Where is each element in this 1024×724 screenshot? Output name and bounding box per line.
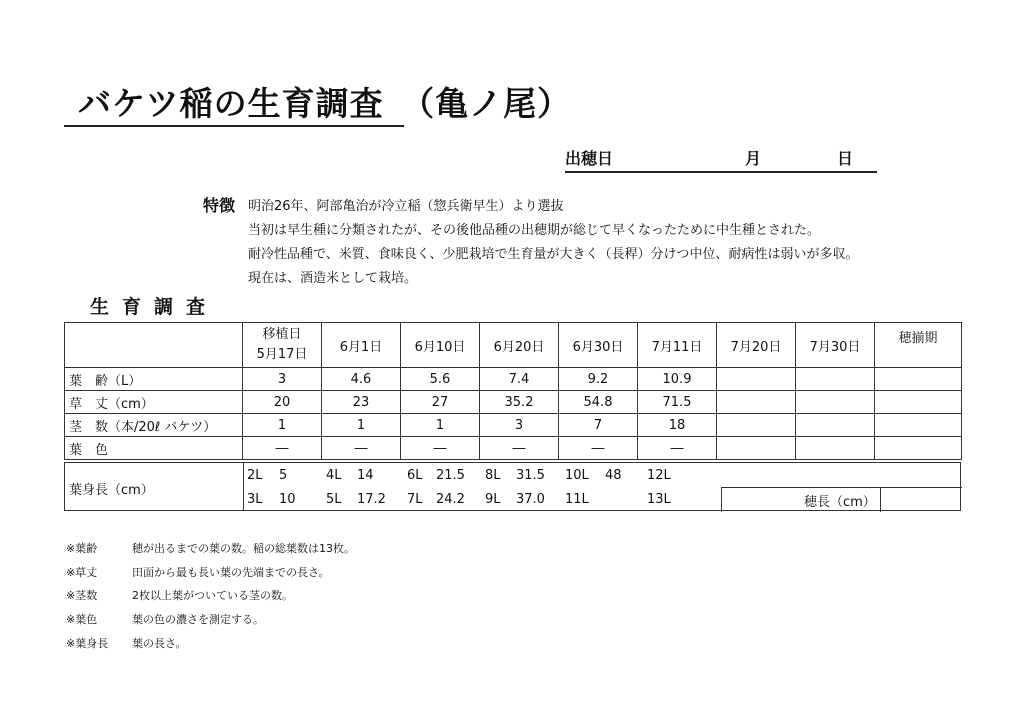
feature-line: 現在は、酒造米として栽培。 bbox=[248, 271, 418, 286]
blade-leaf-value: 14 bbox=[357, 468, 374, 483]
blade-leaf-value: 31.5 bbox=[516, 468, 545, 483]
table-cell bbox=[875, 368, 962, 391]
title-underline bbox=[64, 125, 404, 127]
table-cell: 20 bbox=[243, 391, 322, 414]
blade-leaf-value: 5 bbox=[279, 468, 288, 483]
note-item bbox=[66, 587, 566, 603]
table-row bbox=[65, 391, 962, 414]
table-cell: 9.2 bbox=[559, 368, 638, 391]
table-cell bbox=[717, 414, 796, 437]
table-cell bbox=[875, 437, 962, 460]
header-corner-cell bbox=[65, 323, 243, 368]
blade-leaf-number: 5L bbox=[326, 492, 342, 507]
table-cell: 23 bbox=[322, 391, 401, 414]
table-cell: 71.5 bbox=[638, 391, 717, 414]
note-item bbox=[66, 540, 566, 556]
features-label: 特徴 bbox=[203, 196, 236, 215]
note-text: 田面から最も長い葉の先端までの長さ。 bbox=[132, 566, 330, 579]
note-key: ※葉身長 bbox=[66, 637, 109, 650]
table-cell bbox=[875, 391, 962, 414]
blade-leaf-number: 11L bbox=[565, 492, 589, 507]
table-cell: 18 bbox=[638, 414, 717, 437]
note-key: ※草丈 bbox=[66, 566, 98, 579]
table-cell: 1 bbox=[401, 414, 480, 437]
table-cell bbox=[717, 437, 796, 460]
table-cell: 35.2 bbox=[480, 391, 559, 414]
table-header-row bbox=[65, 323, 962, 368]
row-label: 葉 色 bbox=[65, 437, 243, 460]
table-cell: 27 bbox=[401, 391, 480, 414]
table-cell bbox=[796, 414, 875, 437]
panicle-length-box bbox=[721, 487, 962, 512]
table-cell bbox=[796, 391, 875, 414]
header-cell: 移植日 5月17日 bbox=[243, 323, 322, 368]
heading-date-label: 出穂日 bbox=[565, 149, 614, 168]
note-key: ※葉齢 bbox=[66, 542, 98, 555]
blade-leaf-value: 21.5 bbox=[436, 468, 465, 483]
blade-leaf-value: 17.2 bbox=[357, 492, 386, 507]
note-text: 葉の長さ。 bbox=[132, 637, 187, 650]
heading-date-row bbox=[565, 146, 885, 168]
table-cell: ― bbox=[322, 437, 401, 460]
table-cell: 1 bbox=[322, 414, 401, 437]
note-text: 2枚以上葉がついている茎の数。 bbox=[132, 589, 293, 602]
note-text: 葉の色の濃さを測定する。 bbox=[132, 613, 264, 626]
page-title: バケツ稲の生育調査 （亀ノ尾） bbox=[78, 84, 572, 123]
table-cell bbox=[796, 437, 875, 460]
table-cell: ― bbox=[480, 437, 559, 460]
note-text: 穂が出るまでの葉の数。稲の総葉数は13枚。 bbox=[132, 542, 355, 555]
blade-leaf-number: 8L bbox=[485, 468, 501, 483]
header-cell: 穂揃期 bbox=[875, 323, 962, 368]
table-cell: ― bbox=[559, 437, 638, 460]
blade-leaf-number: 10L bbox=[565, 468, 589, 483]
divider bbox=[243, 463, 244, 510]
blade-leaf-value: 10 bbox=[279, 492, 296, 507]
table-row bbox=[65, 437, 962, 460]
blade-leaf-number: 2L bbox=[247, 468, 263, 483]
note-item bbox=[66, 635, 566, 651]
table-cell bbox=[796, 368, 875, 391]
table-cell: 4.6 bbox=[322, 368, 401, 391]
heading-month-label: 月 bbox=[745, 149, 762, 168]
blade-leaf-number: 6L bbox=[407, 468, 423, 483]
table-row bbox=[65, 368, 962, 391]
table-cell: 7 bbox=[559, 414, 638, 437]
growth-survey-table bbox=[64, 322, 962, 460]
table-cell: ― bbox=[638, 437, 717, 460]
header-cell: 7月30日 bbox=[796, 323, 875, 368]
table-cell: 3 bbox=[243, 368, 322, 391]
note-key: ※葉色 bbox=[66, 613, 98, 626]
row-label: 草 丈（cm） bbox=[65, 391, 243, 414]
feature-line: 耐冷性品種で、米質、食味良く、少肥栽培で生育量が大きく（長稈）分けつ中位、耐病性は弱いが多収。 bbox=[248, 247, 859, 262]
table-cell: 10.9 bbox=[638, 368, 717, 391]
blade-leaf-number: 7L bbox=[407, 492, 423, 507]
header-cell: 6月20日 bbox=[480, 323, 559, 368]
header-cell: 7月20日 bbox=[717, 323, 796, 368]
header-cell: 6月1日 bbox=[322, 323, 401, 368]
table-cell: 54.8 bbox=[559, 391, 638, 414]
panicle-length-label: 穂長（cm） bbox=[804, 495, 876, 510]
divider bbox=[880, 488, 881, 512]
table-cell: 1 bbox=[243, 414, 322, 437]
table-cell bbox=[717, 391, 796, 414]
note-key: ※茎数 bbox=[66, 589, 98, 602]
blade-leaf-value: 37.0 bbox=[516, 492, 545, 507]
leaf-blade-length-row bbox=[64, 462, 961, 511]
header-cell: 6月10日 bbox=[401, 323, 480, 368]
leaf-blade-length-label: 葉身長（cm） bbox=[69, 483, 154, 498]
table-row bbox=[65, 414, 962, 437]
row-label: 茎 数（本/20ℓ バケツ） bbox=[65, 414, 243, 437]
blade-leaf-value: 48 bbox=[605, 468, 622, 483]
note-item bbox=[66, 564, 566, 580]
table-cell bbox=[717, 368, 796, 391]
blade-leaf-number: 3L bbox=[247, 492, 263, 507]
note-item bbox=[66, 611, 566, 627]
survey-section-title: 生育調査 bbox=[90, 296, 219, 318]
table-cell bbox=[875, 414, 962, 437]
blade-leaf-number: 9L bbox=[485, 492, 501, 507]
blade-leaf-number: 4L bbox=[326, 468, 342, 483]
table-cell: ― bbox=[401, 437, 480, 460]
blade-leaf-value: 24.2 bbox=[436, 492, 465, 507]
blade-leaf-number: 12L bbox=[647, 468, 671, 483]
header-cell: 7月11日 bbox=[638, 323, 717, 368]
feature-line: 明治26年、阿部亀治が冷立稲（惣兵衛早生）より選抜 bbox=[248, 199, 564, 214]
feature-line: 当初は早生種に分類されたが、その後他品種の出穂期が総じて早くなったために中生種とされた。 bbox=[248, 223, 821, 238]
table-cell: 7.4 bbox=[480, 368, 559, 391]
header-cell: 6月30日 bbox=[559, 323, 638, 368]
blade-leaf-number: 13L bbox=[647, 492, 671, 507]
row-label: 葉 齢（L） bbox=[65, 368, 243, 391]
table-cell: 3 bbox=[480, 414, 559, 437]
heading-date-underline bbox=[565, 171, 877, 173]
heading-day-label: 日 bbox=[837, 149, 854, 168]
table-cell: 5.6 bbox=[401, 368, 480, 391]
table-cell: ― bbox=[243, 437, 322, 460]
